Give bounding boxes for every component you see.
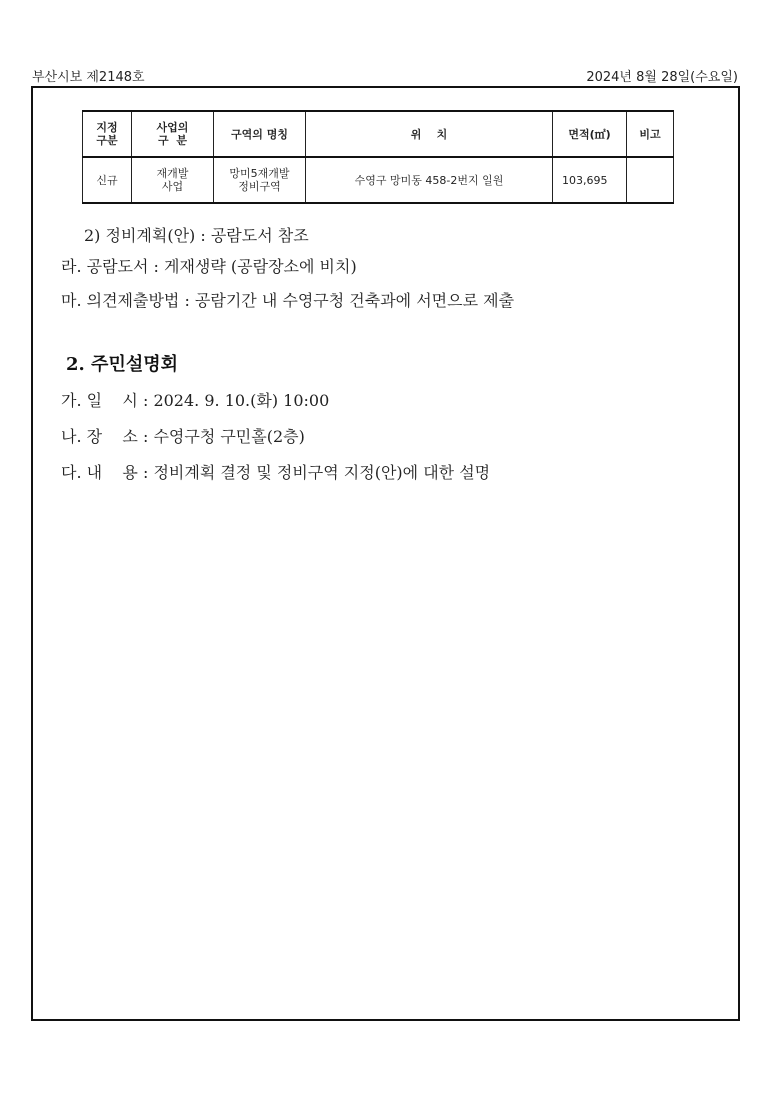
cell-area: 103,695	[553, 157, 627, 203]
section-title-resident-briefing: 2. 주민설명회	[66, 354, 178, 375]
cell-designation: 신규	[83, 157, 132, 203]
col-header-area: 면적(㎡)	[553, 111, 627, 157]
cell-zone-name: 망미5재개발 정비구역	[214, 157, 306, 203]
table-row	[83, 157, 674, 203]
opinion-submission-line: 마. 의견제출방법 : 공람기간 내 수영구청 건축과에 서면으로 제출	[61, 291, 515, 310]
gazette-date: 2024년 8월 28일(수요일)	[586, 70, 738, 85]
zone-info-table	[82, 110, 674, 204]
cell-project-type: 재개발 사업	[132, 157, 214, 203]
col-header-project-type: 사업의 구 분	[132, 111, 214, 157]
plan-reference-line: 2) 정비계획(안) : 공람도서 참조	[84, 226, 309, 245]
col-header-remarks: 비고	[627, 111, 674, 157]
col-header-designation: 지정 구분	[83, 111, 132, 157]
col-header-location: 위 치	[306, 111, 553, 157]
briefing-place-line: 나. 장 소 : 수영구청 구민홀(2층)	[61, 427, 305, 446]
table-header-row	[83, 111, 674, 157]
gazette-issue: 부산시보 제2148호	[32, 70, 145, 85]
briefing-content-line: 다. 내 용 : 정비계획 결정 및 정비구역 지정(안)에 대한 설명	[61, 463, 491, 482]
col-header-zone-name: 구역의 명칭	[214, 111, 306, 157]
briefing-datetime-line: 가. 일 시 : 2024. 9. 10.(화) 10:00	[61, 391, 330, 410]
cell-remarks	[627, 157, 674, 203]
cell-location: 수영구 망미동 458-2번지 일원	[306, 157, 553, 203]
inspection-documents-line: 라. 공람도서 : 게재생략 (공람장소에 비치)	[61, 257, 357, 276]
